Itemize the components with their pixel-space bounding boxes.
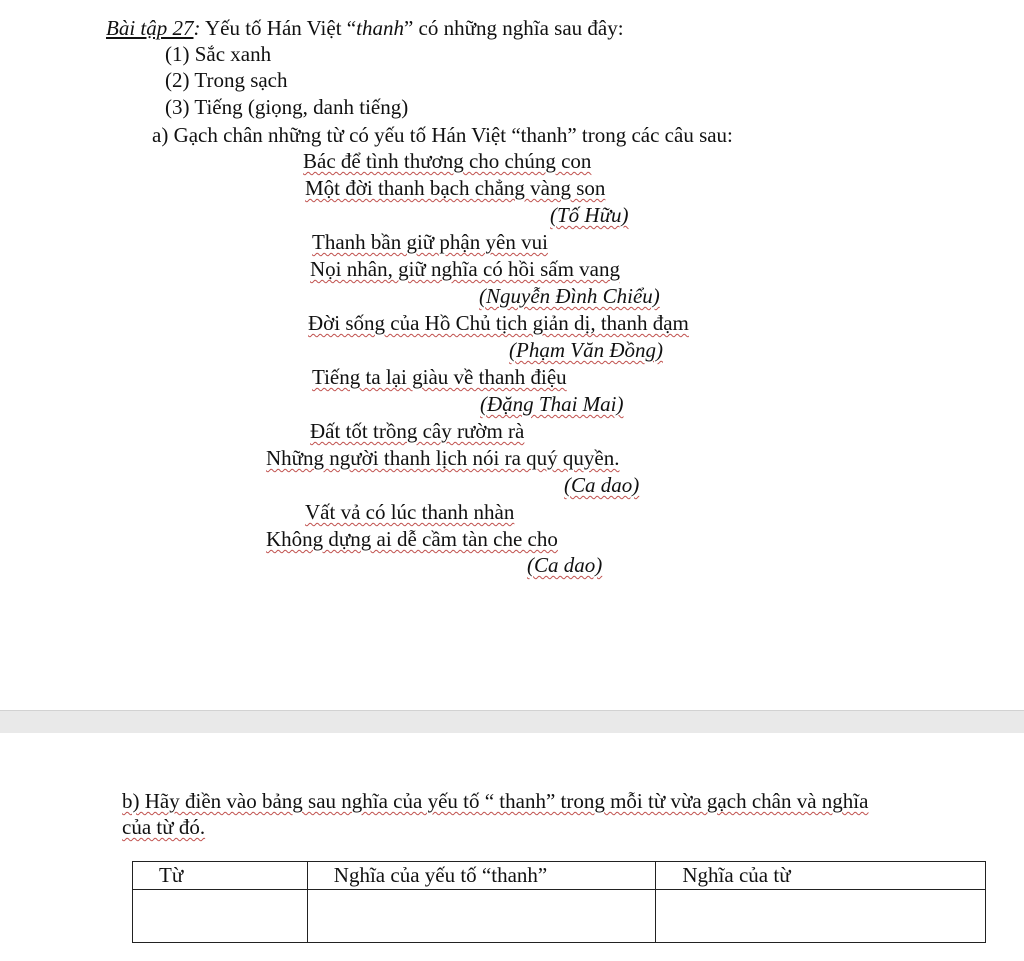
- verse-line: Tiếng ta lại giàu về thanh điệu: [312, 365, 567, 389]
- answer-table: [132, 861, 986, 943]
- verse-author: (Ca dao): [527, 553, 603, 577]
- verse-author: (Ca dao): [564, 473, 640, 497]
- verse-line: Bác để tình thương cho chúng con: [303, 149, 592, 173]
- meaning-item: (1) Sắc xanh: [165, 42, 272, 66]
- verse-line: Thanh bần giữ phận yên vui: [312, 230, 548, 254]
- verse-line: Đời sống của Hồ Chủ tịch giản dị, thanh đạm: [308, 311, 689, 335]
- verse-line: Không dựng ai dễ cầm tàn che cho: [266, 527, 558, 551]
- table-cell[interactable]: [133, 890, 308, 943]
- exercise-title-text-1: Yếu tố Hán Việt “: [200, 16, 357, 40]
- verse-line: Những người thanh lịch nói ra quý quyền.: [266, 446, 620, 470]
- verse-author: (Tố Hữu): [550, 203, 629, 227]
- table-header-cell: Nghĩa của yếu tố “thanh”: [307, 862, 656, 890]
- verse-author: (Phạm Văn Đồng): [509, 338, 663, 362]
- table-cell[interactable]: [656, 890, 986, 943]
- page-break: [0, 710, 1024, 734]
- exercise-title-label: Bài tập 27: [106, 16, 194, 40]
- verse-line: Một đời thanh bạch chẳng vàng son: [305, 176, 606, 200]
- meaning-item: (3) Tiếng (giọng, danh tiếng): [165, 95, 409, 119]
- exercise-title-colon: :: [193, 16, 201, 40]
- part-a-instruction: a) Gạch chân những từ có yếu tố Hán Việt “thanh” trong các câu sau:: [152, 123, 733, 147]
- verse-line: Đất tốt trồng cây rườm rà: [310, 419, 525, 443]
- exercise-title-text-2: ” có những nghĩa sau đây:: [403, 16, 624, 40]
- exercise-title: [106, 16, 624, 40]
- part-b-instruction-cont: của từ đó.: [122, 815, 206, 839]
- verse-line: Vất vả có lúc thanh nhàn: [305, 500, 515, 524]
- exercise-title-italic: thanh: [356, 16, 404, 40]
- meaning-item: (2) Trong sạch: [165, 68, 288, 92]
- table-header-cell: Nghĩa của từ: [656, 862, 986, 890]
- part-b-instruction: b) Hãy điền vào bảng sau nghĩa của yếu tố “ thanh” trong mỗi từ vừa gạch chân và nghĩa: [122, 789, 869, 813]
- verse-author: (Nguyễn Đình Chiểu): [479, 284, 660, 308]
- verse-line: Nọi nhân, giữ nghĩa có hồi sấm vang: [310, 257, 620, 281]
- table-header-row: [133, 862, 986, 890]
- verse-author: (Đặng Thai Mai): [480, 392, 624, 416]
- table-cell[interactable]: [307, 890, 656, 943]
- table-row: [133, 890, 986, 943]
- table-header-cell: Từ: [133, 862, 308, 890]
